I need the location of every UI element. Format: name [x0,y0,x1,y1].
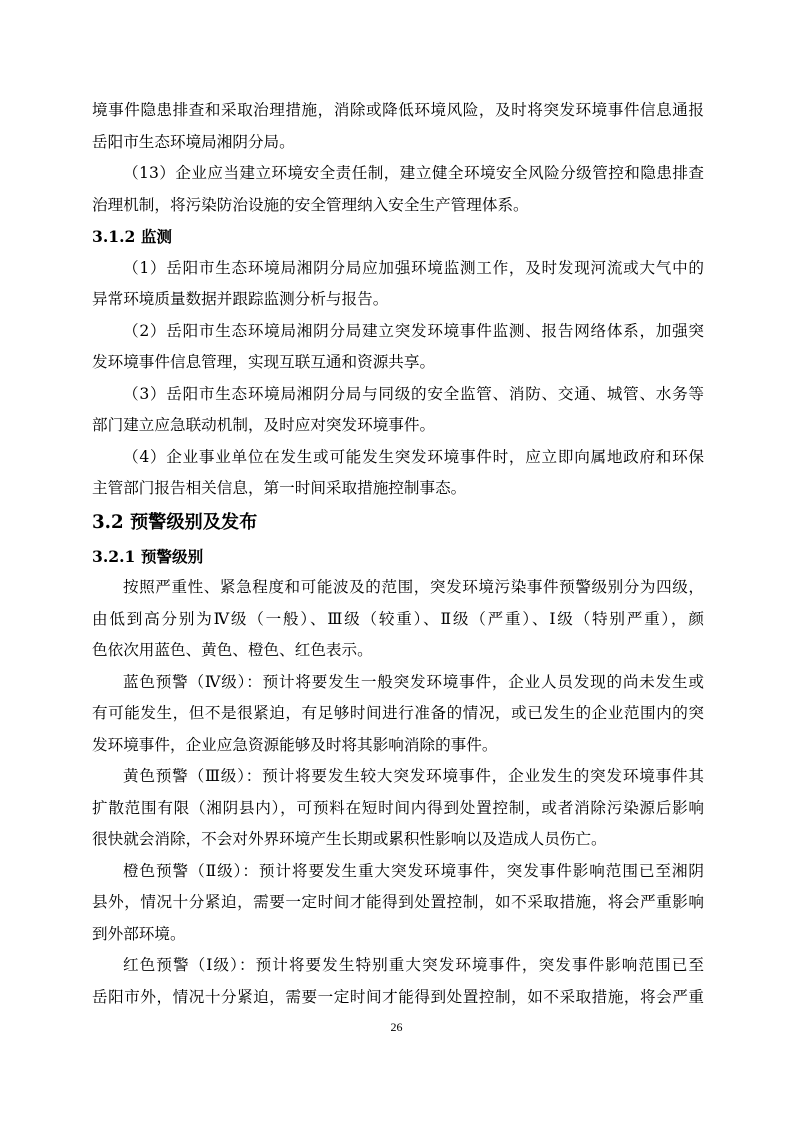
paragraph [92,379,704,442]
text-line: 发环境事件，企业应急资源能够及时将其影响消除的事件。 [92,735,498,754]
paragraph [92,667,704,762]
text-line: 发环境事件信息管理，实现互联互通和资源共享。 [92,353,436,371]
text-line: 按照严重性、紧急程度和可能波及的范围，突发环境污染事件预警级别分为四级， [123,578,704,596]
text-line: 色依次用蓝色、黄色、橙色、红色表示。 [92,641,373,659]
subsection-heading: 3.2.1 预警级别 [92,546,204,566]
text-line: 红色预警（Ⅰ级）：预计将要发生特别重大突发环境事件，突发事件影响范围已至 [123,956,704,974]
text-line: （4）企业事业单位在发生或可能发生突发环境事件时，应立即向属地政府和环保 [123,447,704,466]
paragraph [92,572,704,667]
text-line: 有可能发生，但不是很紧迫，有足够时间进行准备的情况，或已发生的企业范围内的突 [92,704,704,722]
text-line: 县外，情况十分紧迫，需要一定时间才能得到处置控制，如不采取措施，将会严重影响 [92,893,704,911]
text-line: 黄色预警（Ⅲ级）：预计将要发生较大突发环境事件，企业发生的突发环境事件其 [123,767,704,785]
paragraph [92,856,704,951]
text-line: 主管部门报告相关信息，第一时间采取措施控制事态。 [92,479,467,497]
page-number: 26 [390,1020,403,1034]
text-line: 岳阳市外，情况十分紧迫，需要一定时间才能得到处置控制，如不采取措施，将会严重 [92,987,704,1006]
text-line: 治理机制，将污染防治设施的安全管理纳入安全生产管理体系。 [92,195,529,214]
page-body [92,95,704,1013]
paragraph [92,442,704,505]
text-line: （1）岳阳市生态环境局湘阴分局应加强环境监测工作，及时发现河流或大气中的 [123,258,704,277]
paragraph [92,761,704,856]
paragraph [92,316,704,379]
text-line: 部门建立应急联动机制，及时应对突发环境事件。 [92,416,436,434]
text-line: （2）岳阳市生态环境局湘阴分局建立突发环境事件监测、报告网络体系，加强突 [123,321,704,340]
text-line: （13）企业应当建立环境安全责任制，建立健全环境安全风险分级管控和隐患排查 [123,164,704,182]
paragraph [92,158,704,221]
text-line: 很快就会消除，不会对外界环境产生长期或累积性影响以及造成人员伤亡。 [92,830,607,848]
subsection-heading: 3.1.2 监测 [92,227,173,246]
text-line: 橙色预警（Ⅱ级）：预计将要发生重大突发环境事件，突发事件影响范围已至湘阴 [123,861,704,880]
text-line: 岳阳市生态环境局湘阴分局。 [92,132,295,151]
paragraph [92,950,704,1013]
text-line: 扩散范围有限（湘阴县内），可预料在短时间内得到处置控制，或者消除污染源后影响 [92,798,704,817]
paragraph [92,253,704,316]
text-line: 蓝色预警（Ⅳ级）：预计将要发生一般突发环境事件，企业人员发现的尚未发生或 [123,672,704,691]
text-line: 由低到高分别为Ⅳ级（一般）、Ⅲ级（较重）、Ⅱ级（严重）、Ⅰ级（特别严重），颜 [92,609,704,628]
text-line: （3）岳阳市生态环境局湘阴分局与同级的安全监管、消防、交通、城管、水务等 [123,384,704,403]
text-line: 到外部环境。 [92,924,186,943]
section-heading: 3.2 预警级别及发布 [92,511,258,533]
paragraph [92,95,704,158]
text-line: 异常环境质量数据并跟踪监测分析与报告。 [92,290,389,308]
text-line: 境事件隐患排查和采取治理措施，消除或降低环境风险，及时将突发环境事件信息通报 [92,101,704,119]
